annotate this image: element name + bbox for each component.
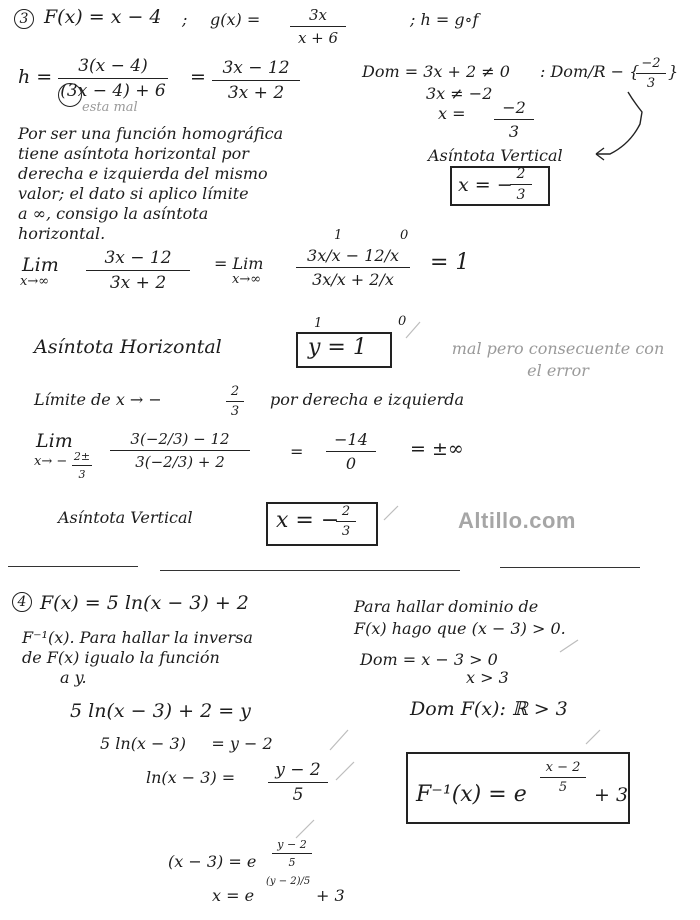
limit-2-mark-b: 0 (400, 228, 409, 243)
inverse-step-4-exp-den: 5 (288, 856, 296, 869)
final-inverse-lhs: F⁻¹(x) = e (416, 782, 527, 807)
limit-2-subscript: x→∞ (232, 272, 262, 287)
inverse-step-3-lhs: ln(x − 3) = (146, 768, 236, 787)
domain-condition: Dom = 3x + 2 ≠ 0 (362, 62, 510, 81)
limit-3-denominator: 3(−2/3) + 2 (135, 453, 225, 471)
final-inverse-exp-den: 5 (558, 780, 568, 795)
teacher-note-wrong: esta mal (82, 100, 138, 115)
limit-3-evaluated-den: 0 (345, 454, 357, 473)
problem-number-3: 3 (14, 9, 34, 29)
limit-3-word: Lim (36, 430, 73, 452)
g-denominator: x + 6 (297, 29, 339, 47)
domain-4-line-1: Dom = x − 3 > 0 (360, 650, 498, 669)
teacher-comment-consistent: mal pero consecuente con el error (451, 339, 665, 380)
domain-step-2-den: 3 (508, 122, 520, 141)
limit-2-mark-c: 1 (314, 316, 323, 331)
h-numerator: 3(x − 4) (78, 56, 148, 76)
vertical-asymptote-lhs: x = − (458, 174, 513, 196)
domain-explanation-line-1: Para hallar dominio de (354, 597, 539, 616)
limit-2-mark-d: 0 (398, 314, 407, 329)
limit-2-word: = Lim (214, 254, 264, 273)
domain-close-brace: } (668, 62, 679, 81)
check-mark-5 (586, 730, 600, 744)
check-mark-6 (406, 322, 420, 338)
final-inverse-exp-num: x − 2 (545, 760, 581, 775)
explanation-line-4: valor; el dato si aplico límite (18, 184, 249, 203)
limit-1-denominator: 3x + 2 (109, 273, 167, 293)
inverse-explanation-line-2: de F(x) igualo la función (22, 648, 220, 667)
domain-step-2-lhs: x = (438, 104, 466, 123)
watermark-altillo: Altillo.com (458, 508, 576, 533)
limit-3-sub-den: 3 (78, 468, 86, 481)
limit-2-numerator: 3x/x − 12/x (307, 246, 399, 265)
limit-3-sub-num: 2± (73, 450, 91, 463)
f-definition: F(x) = x − 4 (44, 6, 162, 28)
inverse-step-5-tail: + 3 (316, 886, 345, 905)
domain-4-final: Dom F(x): ℝ > 3 (410, 698, 568, 720)
limit-2-mark-a: 1 (334, 228, 343, 243)
inverse-step-1: 5 ln(x − 3) + 2 = y (70, 700, 251, 722)
vertical-asymptote-2-lhs: x = − (276, 508, 340, 533)
limit-3-equals: = (290, 442, 304, 461)
inverse-step-3-num: y − 2 (275, 760, 321, 780)
inverse-step-3-den: 5 (292, 785, 304, 805)
inverse-explanation-line-1: F⁻¹(x). Para hallar la inversa (22, 628, 253, 647)
domain-result: : Dom/R − { (540, 62, 640, 81)
equals-1: = (190, 66, 206, 88)
limit-description-sides: por derecha e izquierda (270, 390, 464, 409)
limit-1-subscript: x→∞ (20, 274, 50, 289)
explanation-line-5: a ∞, consigo la asíntota (18, 204, 209, 223)
explanation-line-3: derecha e izquierda del mismo (18, 164, 268, 183)
vertical-asymptote-num: 2 (516, 166, 526, 182)
inverse-step-5-exponent: (y − 2)/5 (266, 876, 311, 887)
h-label: h = (18, 66, 53, 88)
limit-description: Límite de x → − (34, 390, 162, 409)
g-label: g(x) = (210, 10, 261, 29)
explanation-line-1: Por ser una función homográfica (18, 124, 284, 143)
check-mark-7 (384, 506, 398, 520)
h-denominator: (3x − 4) + 6 (60, 81, 166, 101)
limit-description-den: 3 (230, 404, 240, 419)
inverse-step-4-lhs: (x − 3) = e (168, 852, 257, 871)
h-definition: ; h = g∘f (410, 10, 479, 29)
inverse-step-5-lhs: x = e (212, 886, 255, 905)
explanation-line-2: tiene asíntota horizontal por (18, 144, 249, 163)
vertical-asymptote-2-num: 2 (341, 504, 351, 519)
g-numerator: 3x (308, 6, 327, 24)
inverse-step-4-exp-num: y − 2 (277, 838, 307, 851)
vertical-asymptote-2-den: 3 (341, 524, 351, 539)
inverse-step-2: 5 ln(x − 3) = y − 2 (100, 734, 273, 753)
vertical-asymptote-title: Asíntota Vertical (428, 146, 563, 165)
limit-1-numerator: 3x − 12 (104, 248, 172, 268)
horizontal-asymptote-title: Asíntota Horizontal (34, 336, 222, 358)
h-simplified-denominator: 3x + 2 (227, 83, 285, 103)
limit-1-word: Lim (22, 254, 59, 276)
f4-definition: F(x) = 5 ln(x − 3) + 2 (40, 592, 249, 614)
final-inverse-tail: + 3 (594, 784, 629, 806)
check-mark-3 (336, 762, 354, 780)
vertical-asymptote-2-title: Asíntota Vertical (58, 508, 193, 527)
limit-3-result: = ±∞ (410, 438, 464, 460)
domain-step-2-num: −2 (502, 98, 526, 117)
vertical-asymptote-den: 3 (516, 187, 526, 203)
problem-number-4: 4 (12, 592, 32, 612)
separator: ; (182, 10, 188, 29)
domain-explanation-line-2: F(x) hago que (x − 3) > 0. (354, 619, 566, 638)
inverse-explanation-line-3: a y. (60, 668, 87, 687)
horizontal-asymptote-value: y = 1 (308, 335, 367, 360)
domain-excluded-den: 3 (646, 76, 656, 91)
domain-step-1: 3x ≠ −2 (426, 84, 493, 103)
limit-description-num: 2 (230, 384, 240, 399)
limit-3-subscript: x→ − (34, 454, 68, 469)
check-mark-1 (560, 640, 578, 652)
domain-4-line-2: x > 3 (466, 668, 509, 687)
limit-2-denominator: 3x/x + 2/x (312, 270, 394, 289)
limit-3-numerator: 3(−2/3) − 12 (130, 430, 230, 448)
domain-excluded-num: −2 (641, 56, 661, 71)
h-simplified-numerator: 3x − 12 (222, 58, 290, 78)
explanation-line-6: horizontal. (18, 224, 106, 243)
limit-2-result: = 1 (430, 250, 470, 275)
limit-3-evaluated-num: −14 (334, 430, 368, 449)
check-mark-4 (296, 820, 314, 838)
check-mark-2 (330, 730, 348, 750)
